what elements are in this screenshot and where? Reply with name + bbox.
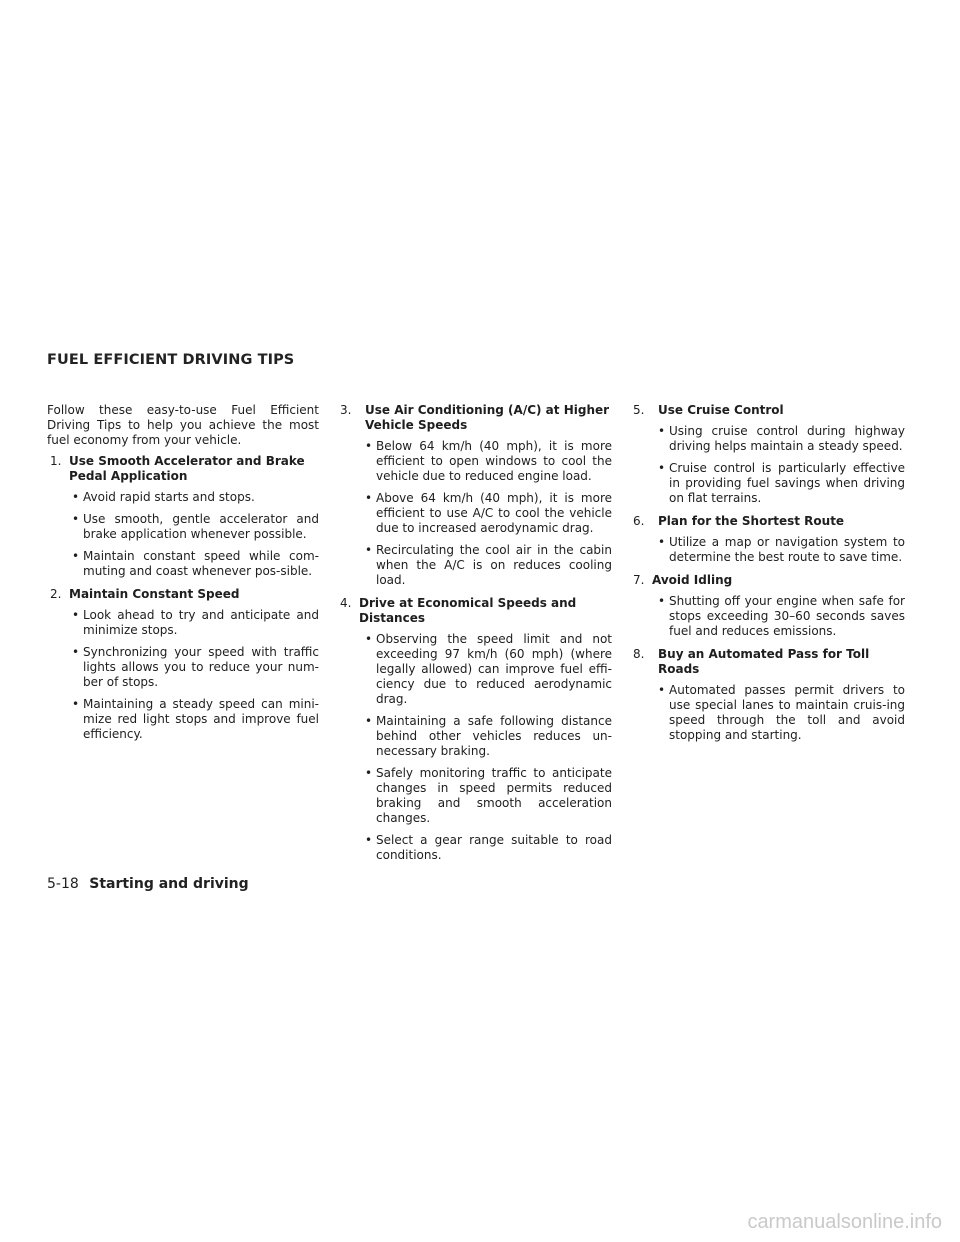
tip-section	[47, 587, 319, 742]
section-heading: FUEL EFFICIENT DRIVING TIPS	[47, 352, 295, 368]
bullet-icon: •	[365, 714, 373, 728]
tip-heading	[633, 573, 905, 588]
tip-bullet: • Maintaining a safe following distance behind other vehicles reduces un-necessary braking.	[365, 714, 612, 758]
bullet-icon: •	[72, 490, 80, 504]
page-number: 5-18	[47, 876, 79, 892]
bullet-icon: •	[72, 512, 80, 526]
tip-heading	[633, 514, 905, 529]
tip-section	[340, 403, 612, 588]
bullet-icon: •	[365, 833, 373, 847]
tip-heading	[340, 596, 612, 626]
tip-bullet: • Above 64 km/h (40 mph), it is more efficient to use A/C to cool the vehicle due to increased aerodynamic drag.	[365, 491, 612, 535]
tip-bullet: • Shutting off your engine when safe for stops exceeding 30–60 seconds saves fuel and reduces emissions.	[658, 594, 905, 638]
bullet-icon: •	[658, 424, 666, 438]
bullet-icon: •	[72, 645, 80, 659]
tip-number: 5.	[633, 403, 645, 417]
tip-title: Avoid Idling	[652, 573, 733, 587]
bullet-icon: •	[365, 543, 373, 557]
intro-paragraph: Follow these easy-to-use Fuel Efficient Driving Tips to help you achieve the most fuel economy from your vehicle.	[47, 403, 319, 447]
tip-number: 8.	[633, 647, 645, 661]
bullet-icon: •	[72, 697, 80, 711]
bullet-icon: •	[365, 439, 373, 453]
chapter-title: Starting and driving	[89, 876, 249, 892]
tip-title: Buy an Automated Pass for Toll Roads	[658, 647, 870, 676]
tip-number: 2.	[50, 587, 62, 601]
column-1	[47, 403, 319, 750]
tip-bullet: • Safely monitoring traffic to anticipate changes in speed permits reduced braking and smooth acceleration changes.	[365, 766, 612, 825]
tip-bullet: • Below 64 km/h (40 mph), it is more efficient to open windows to cool the vehicle due to reduced engine load.	[365, 439, 612, 483]
tip-bullet: • Recirculating the cool air in the cabin when the A/C is on reduces cooling load.	[365, 543, 612, 587]
tip-section	[47, 454, 319, 579]
tip-title: Use Cruise Control	[658, 403, 784, 417]
page-footer	[47, 876, 249, 892]
tip-title: Drive at Economical Speeds and Distances	[359, 596, 577, 625]
tip-section	[633, 647, 905, 743]
tip-bullet: • Using cruise control during highway driving helps maintain a steady speed.	[658, 424, 905, 453]
tip-section	[340, 596, 612, 863]
bullet-icon: •	[365, 632, 373, 646]
tip-bullet: • Cruise control is particularly effective in providing fuel savings when driving on flat terrains.	[658, 461, 905, 505]
tip-bullet: • Select a gear range suitable to road conditions.	[365, 833, 612, 862]
bullet-icon: •	[658, 683, 666, 697]
tip-heading	[633, 403, 905, 418]
tip-section	[633, 403, 905, 506]
tip-title: Plan for the Shortest Route	[658, 514, 845, 528]
tip-number: 7.	[633, 573, 645, 587]
column-2	[340, 403, 612, 871]
tip-title: Use Air Conditioning (A/C) at Higher Vehicle Speeds	[365, 403, 610, 432]
tip-bullet: • Maintaining a steady speed can mini-mize red light stops and improve fuel efficiency.	[72, 697, 319, 741]
tip-number: 3.	[340, 403, 352, 417]
tip-bullet: • Synchronizing your speed with traffic lights allows you to reduce your num-ber of stops.	[72, 645, 319, 689]
site-watermark: carmanualsonline.info	[747, 1211, 942, 1233]
tip-title: Use Smooth Accelerator and Brake Pedal Application	[69, 454, 305, 483]
tip-bullet: • Utilize a map or navigation system to determine the best route to save time.	[658, 535, 905, 564]
bullet-icon: •	[658, 461, 666, 475]
tip-number: 4.	[340, 596, 352, 610]
bullet-icon: •	[72, 608, 80, 622]
bullet-icon: •	[72, 549, 80, 563]
tip-number: 6.	[633, 514, 645, 528]
tip-heading	[47, 587, 319, 602]
bullet-icon: •	[365, 766, 373, 780]
bullet-icon: •	[658, 594, 666, 608]
tip-section	[633, 514, 905, 565]
bullet-icon: •	[365, 491, 373, 505]
tip-section	[633, 573, 905, 639]
column-3	[633, 403, 905, 751]
tip-bullet: • Look ahead to try and anticipate and minimize stops.	[72, 608, 319, 637]
tip-bullet: • Use smooth, gentle accelerator and brake application whenever possible.	[72, 512, 319, 541]
bullet-icon: •	[658, 535, 666, 549]
tip-bullet: • Maintain constant speed while com-muting and coast whenever pos-sible.	[72, 549, 319, 578]
tip-bullet: • Observing the speed limit and not exceeding 97 km/h (60 mph) (where legally allowed) can improve fuel effi-ciency due to reduced aerodynamic drag.	[365, 632, 612, 706]
tip-number: 1.	[50, 454, 62, 468]
tip-heading	[633, 647, 905, 677]
tip-bullet: • Automated passes permit drivers to use special lanes to maintain cruis-ing speed through the toll and avoid stopping and starting.	[658, 683, 905, 742]
tip-title: Maintain Constant Speed	[69, 587, 240, 601]
tip-heading	[47, 454, 319, 484]
tip-bullet: • Avoid rapid starts and stops.	[72, 490, 255, 504]
tip-heading	[340, 403, 612, 433]
